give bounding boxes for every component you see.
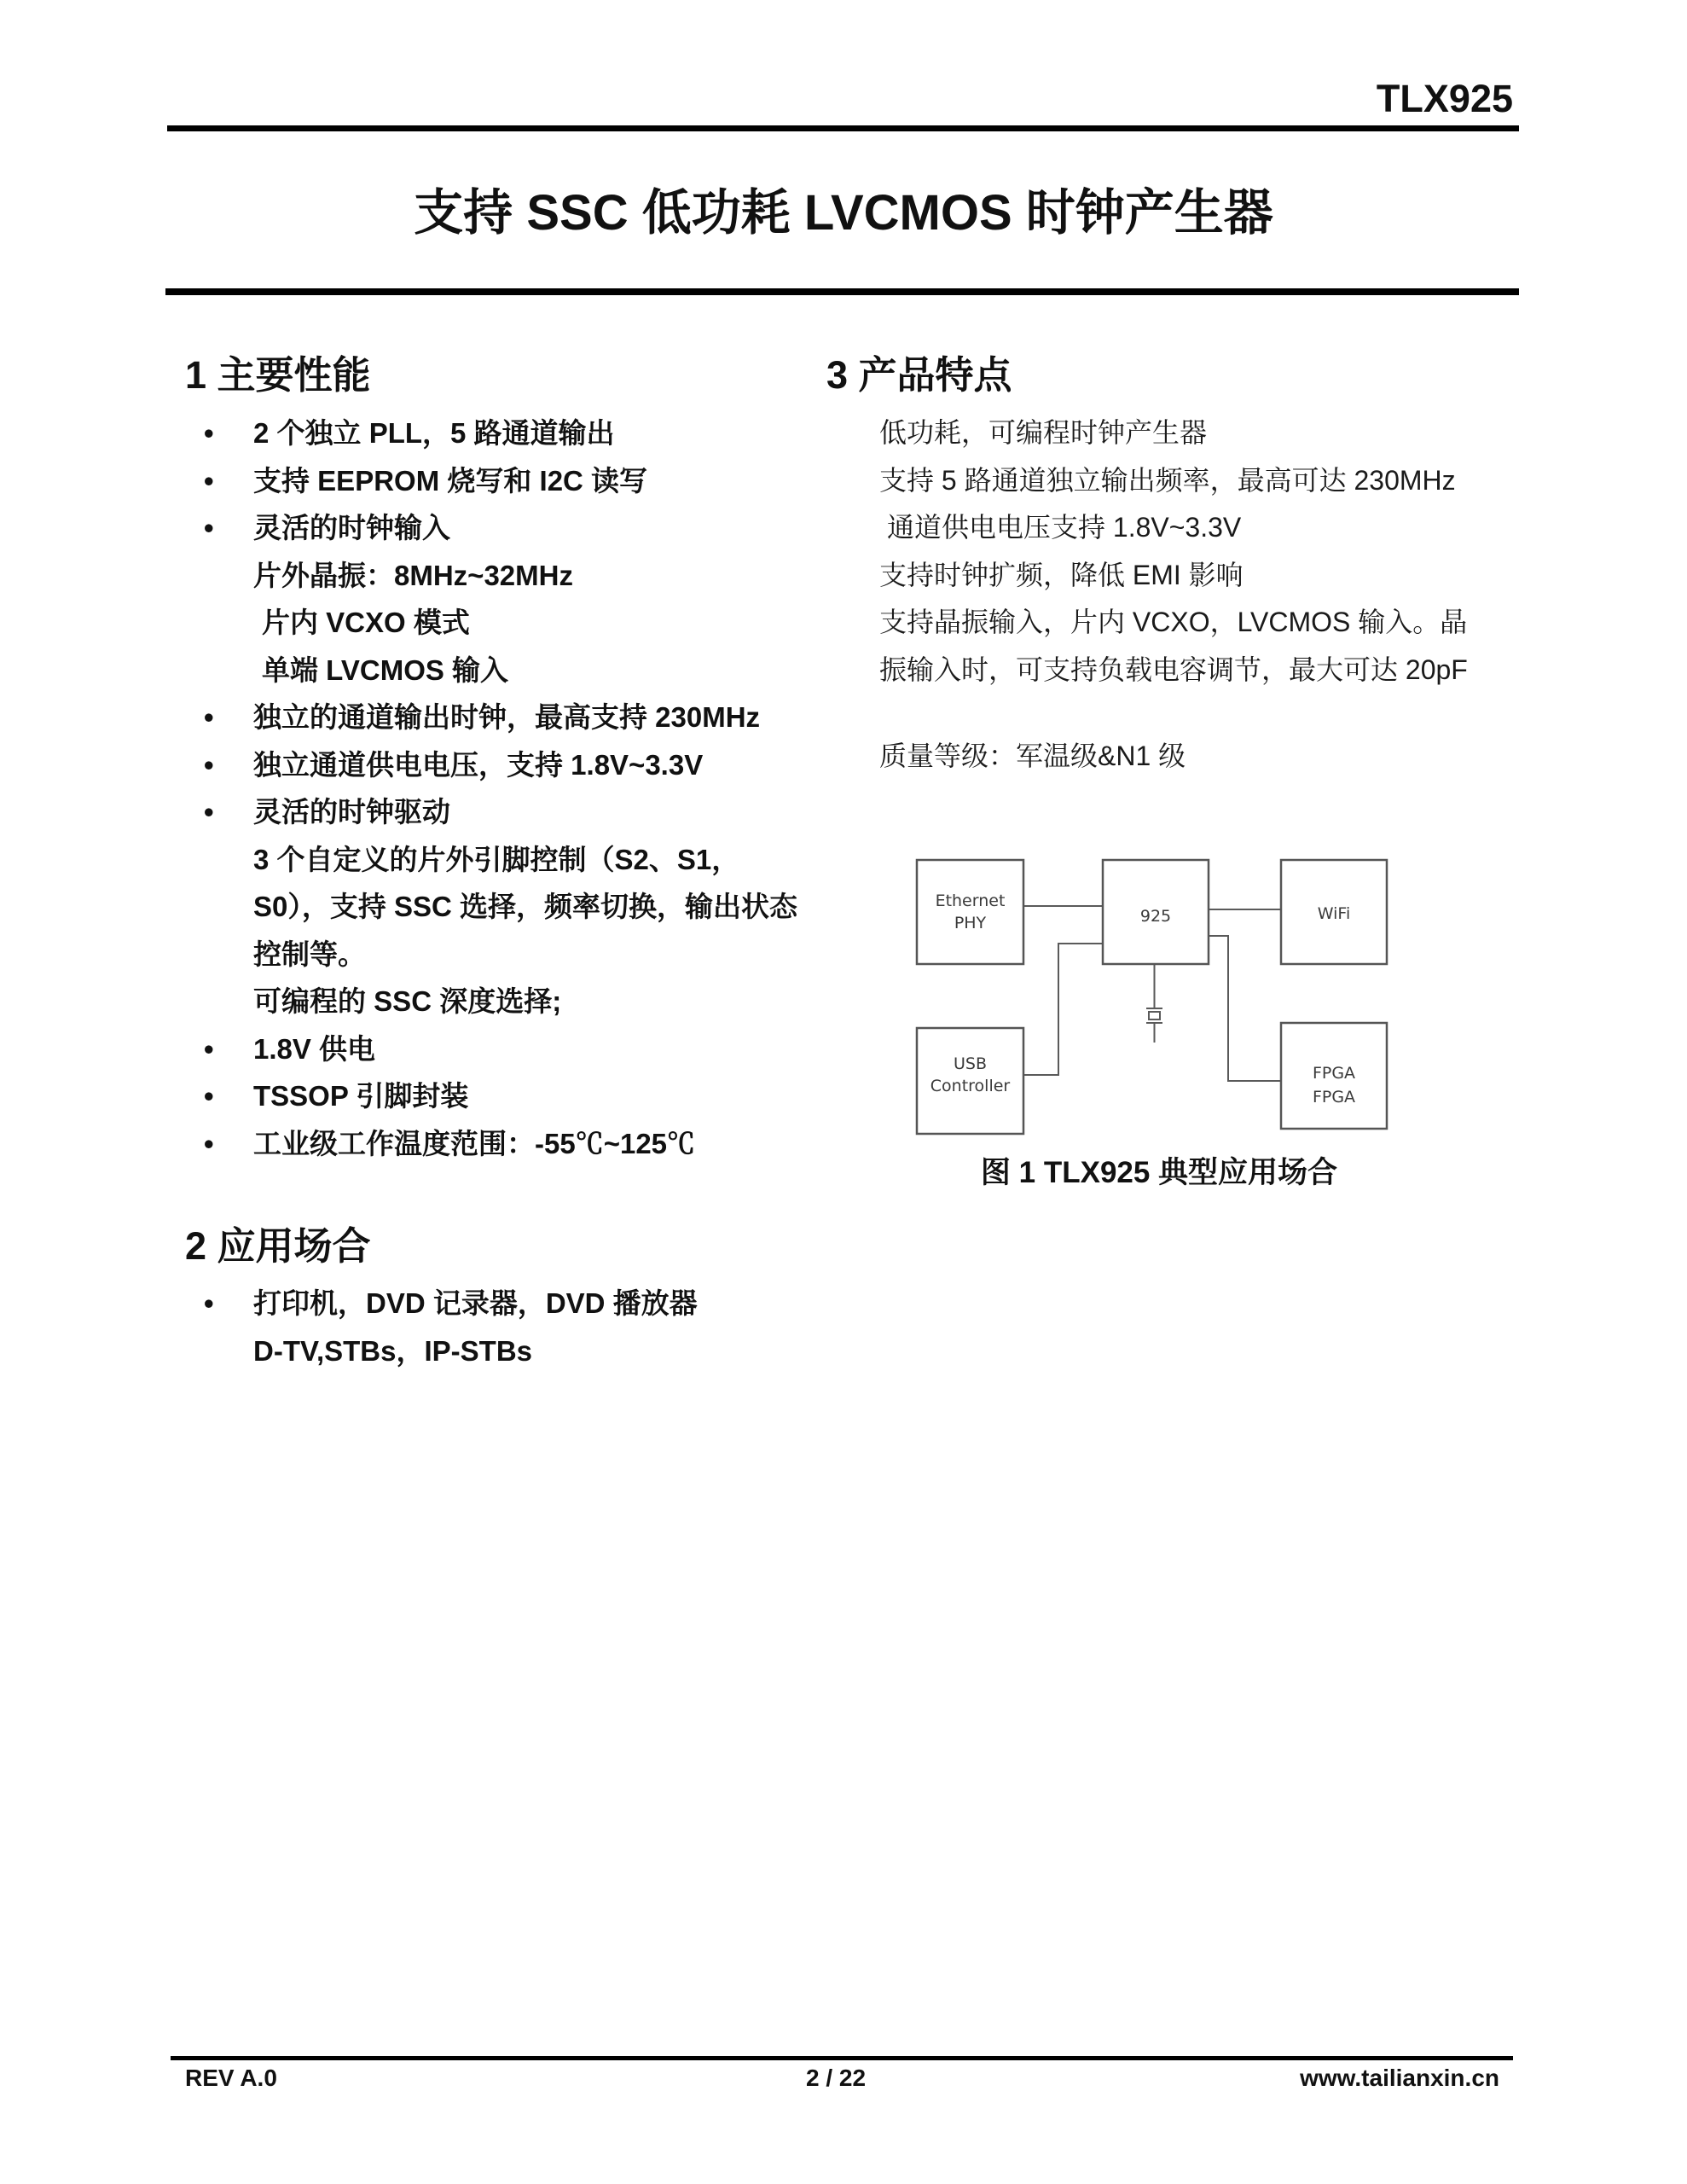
list-item: • 2 个独立 PLL，5 路通道输出 bbox=[253, 410, 797, 457]
application-block-diagram bbox=[909, 850, 1395, 1140]
list-subitem: 3 个自定义的片外引脚控制（S2、S1， bbox=[253, 843, 740, 875]
list-item: • 1.8V 供电 bbox=[253, 1025, 797, 1073]
list-subitem: 控制等。 bbox=[253, 938, 366, 970]
block-label: 925 bbox=[1139, 907, 1172, 926]
list-item: • 打印机，DVD 记录器，DVD 播放器 bbox=[253, 1280, 698, 1327]
list-subitem: 片外晶振：8MHz~32MHz bbox=[253, 559, 573, 591]
crystal-symbol bbox=[1146, 964, 1162, 1043]
features-list bbox=[253, 410, 797, 1167]
block-label: PHY bbox=[954, 914, 987, 932]
footer-page-number: 2 / 22 bbox=[805, 2065, 867, 2091]
feature-line: 通道供电电压支持 1.8V~3.3V bbox=[887, 512, 1242, 543]
footer-revision: REV A.0 bbox=[185, 2065, 277, 2091]
list-subitem: 片内 VCXO 模式 bbox=[262, 607, 470, 638]
list-item: • 灵活的时钟驱动 bbox=[253, 788, 797, 836]
section-heading-features: 1 主要性能 bbox=[185, 353, 371, 397]
list-subitem: D-TV,STBs，IP-STBs bbox=[253, 1334, 533, 1367]
feature-line: 支持时钟扩频，降低 EMI 影响 bbox=[879, 559, 1244, 590]
footer-website: www.tailianxin.cn bbox=[1300, 2065, 1499, 2091]
page-title: 支持 SSC 低功耗 LVCMOS 时钟产生器 bbox=[414, 185, 1273, 241]
block-label: USB bbox=[953, 1054, 988, 1073]
list-subitem: S0），支持 SSC 选择，频率切换，输出状态 bbox=[253, 891, 798, 922]
feature-line: 振输入时，可支持负载电容调节，最大可达 20pF bbox=[879, 653, 1468, 685]
block-label: Controller bbox=[930, 1077, 1011, 1095]
feature-line: 支持 5 路通道独立输出频率，最高可达 230MHz bbox=[879, 464, 1456, 496]
feature-line: 低功耗，可编程时钟产生器 bbox=[879, 417, 1208, 448]
block-fpga bbox=[1281, 1023, 1387, 1129]
wire-chip-to-fpga bbox=[1209, 936, 1281, 1081]
title-rule bbox=[165, 288, 1519, 295]
block-label: FPGA bbox=[1312, 1088, 1356, 1107]
product-features-list bbox=[879, 410, 1468, 694]
block-ethernet-phy bbox=[917, 860, 1023, 964]
block-label: WiFi bbox=[1317, 904, 1351, 923]
section-heading-applications: 2 应用场合 bbox=[185, 1224, 371, 1268]
block-chip-925 bbox=[1103, 860, 1209, 964]
list-item: • 灵活的时钟输入 bbox=[253, 504, 797, 552]
list-item: • 独立的通道输出时钟，最高支持 230MHz bbox=[253, 694, 797, 741]
section-heading-product-features: 3 产品特点 bbox=[826, 353, 1012, 397]
wire-usb-to-chip bbox=[1023, 944, 1103, 1075]
list-item: • 支持 EEPROM 烧写和 I2C 读写 bbox=[253, 457, 797, 505]
block-label: FPGA bbox=[1312, 1064, 1356, 1083]
document-id: TLX925 bbox=[1376, 77, 1513, 120]
list-subitem: 单端 LVCMOS 输入 bbox=[262, 653, 509, 686]
list-item: • 独立通道供电电压，支持 1.8V~3.3V bbox=[253, 741, 797, 789]
footer-rule bbox=[171, 2056, 1513, 2060]
applications-list bbox=[253, 1280, 698, 1374]
figure-caption: 图 1 TLX925 典型应用场合 bbox=[980, 1156, 1338, 1189]
block-usb-controller bbox=[917, 1028, 1023, 1134]
header-rule bbox=[167, 125, 1519, 131]
quality-grade bbox=[879, 733, 1186, 781]
list-subitem: 可编程的 SSC 深度选择; bbox=[253, 985, 562, 1017]
block-label: Ethernet bbox=[935, 892, 1006, 910]
feature-line: 支持晶振输入，片内 VCXO，LVCMOS 输入。晶 bbox=[879, 607, 1468, 637]
list-item: • 工业级工作温度范围：-55℃~125℃ bbox=[253, 1120, 797, 1168]
quality-grade-text: 质量等级：军温级&N1 级 bbox=[879, 741, 1186, 771]
list-item: • TSSOP 引脚封装 bbox=[253, 1072, 797, 1120]
block-wifi bbox=[1281, 860, 1387, 964]
